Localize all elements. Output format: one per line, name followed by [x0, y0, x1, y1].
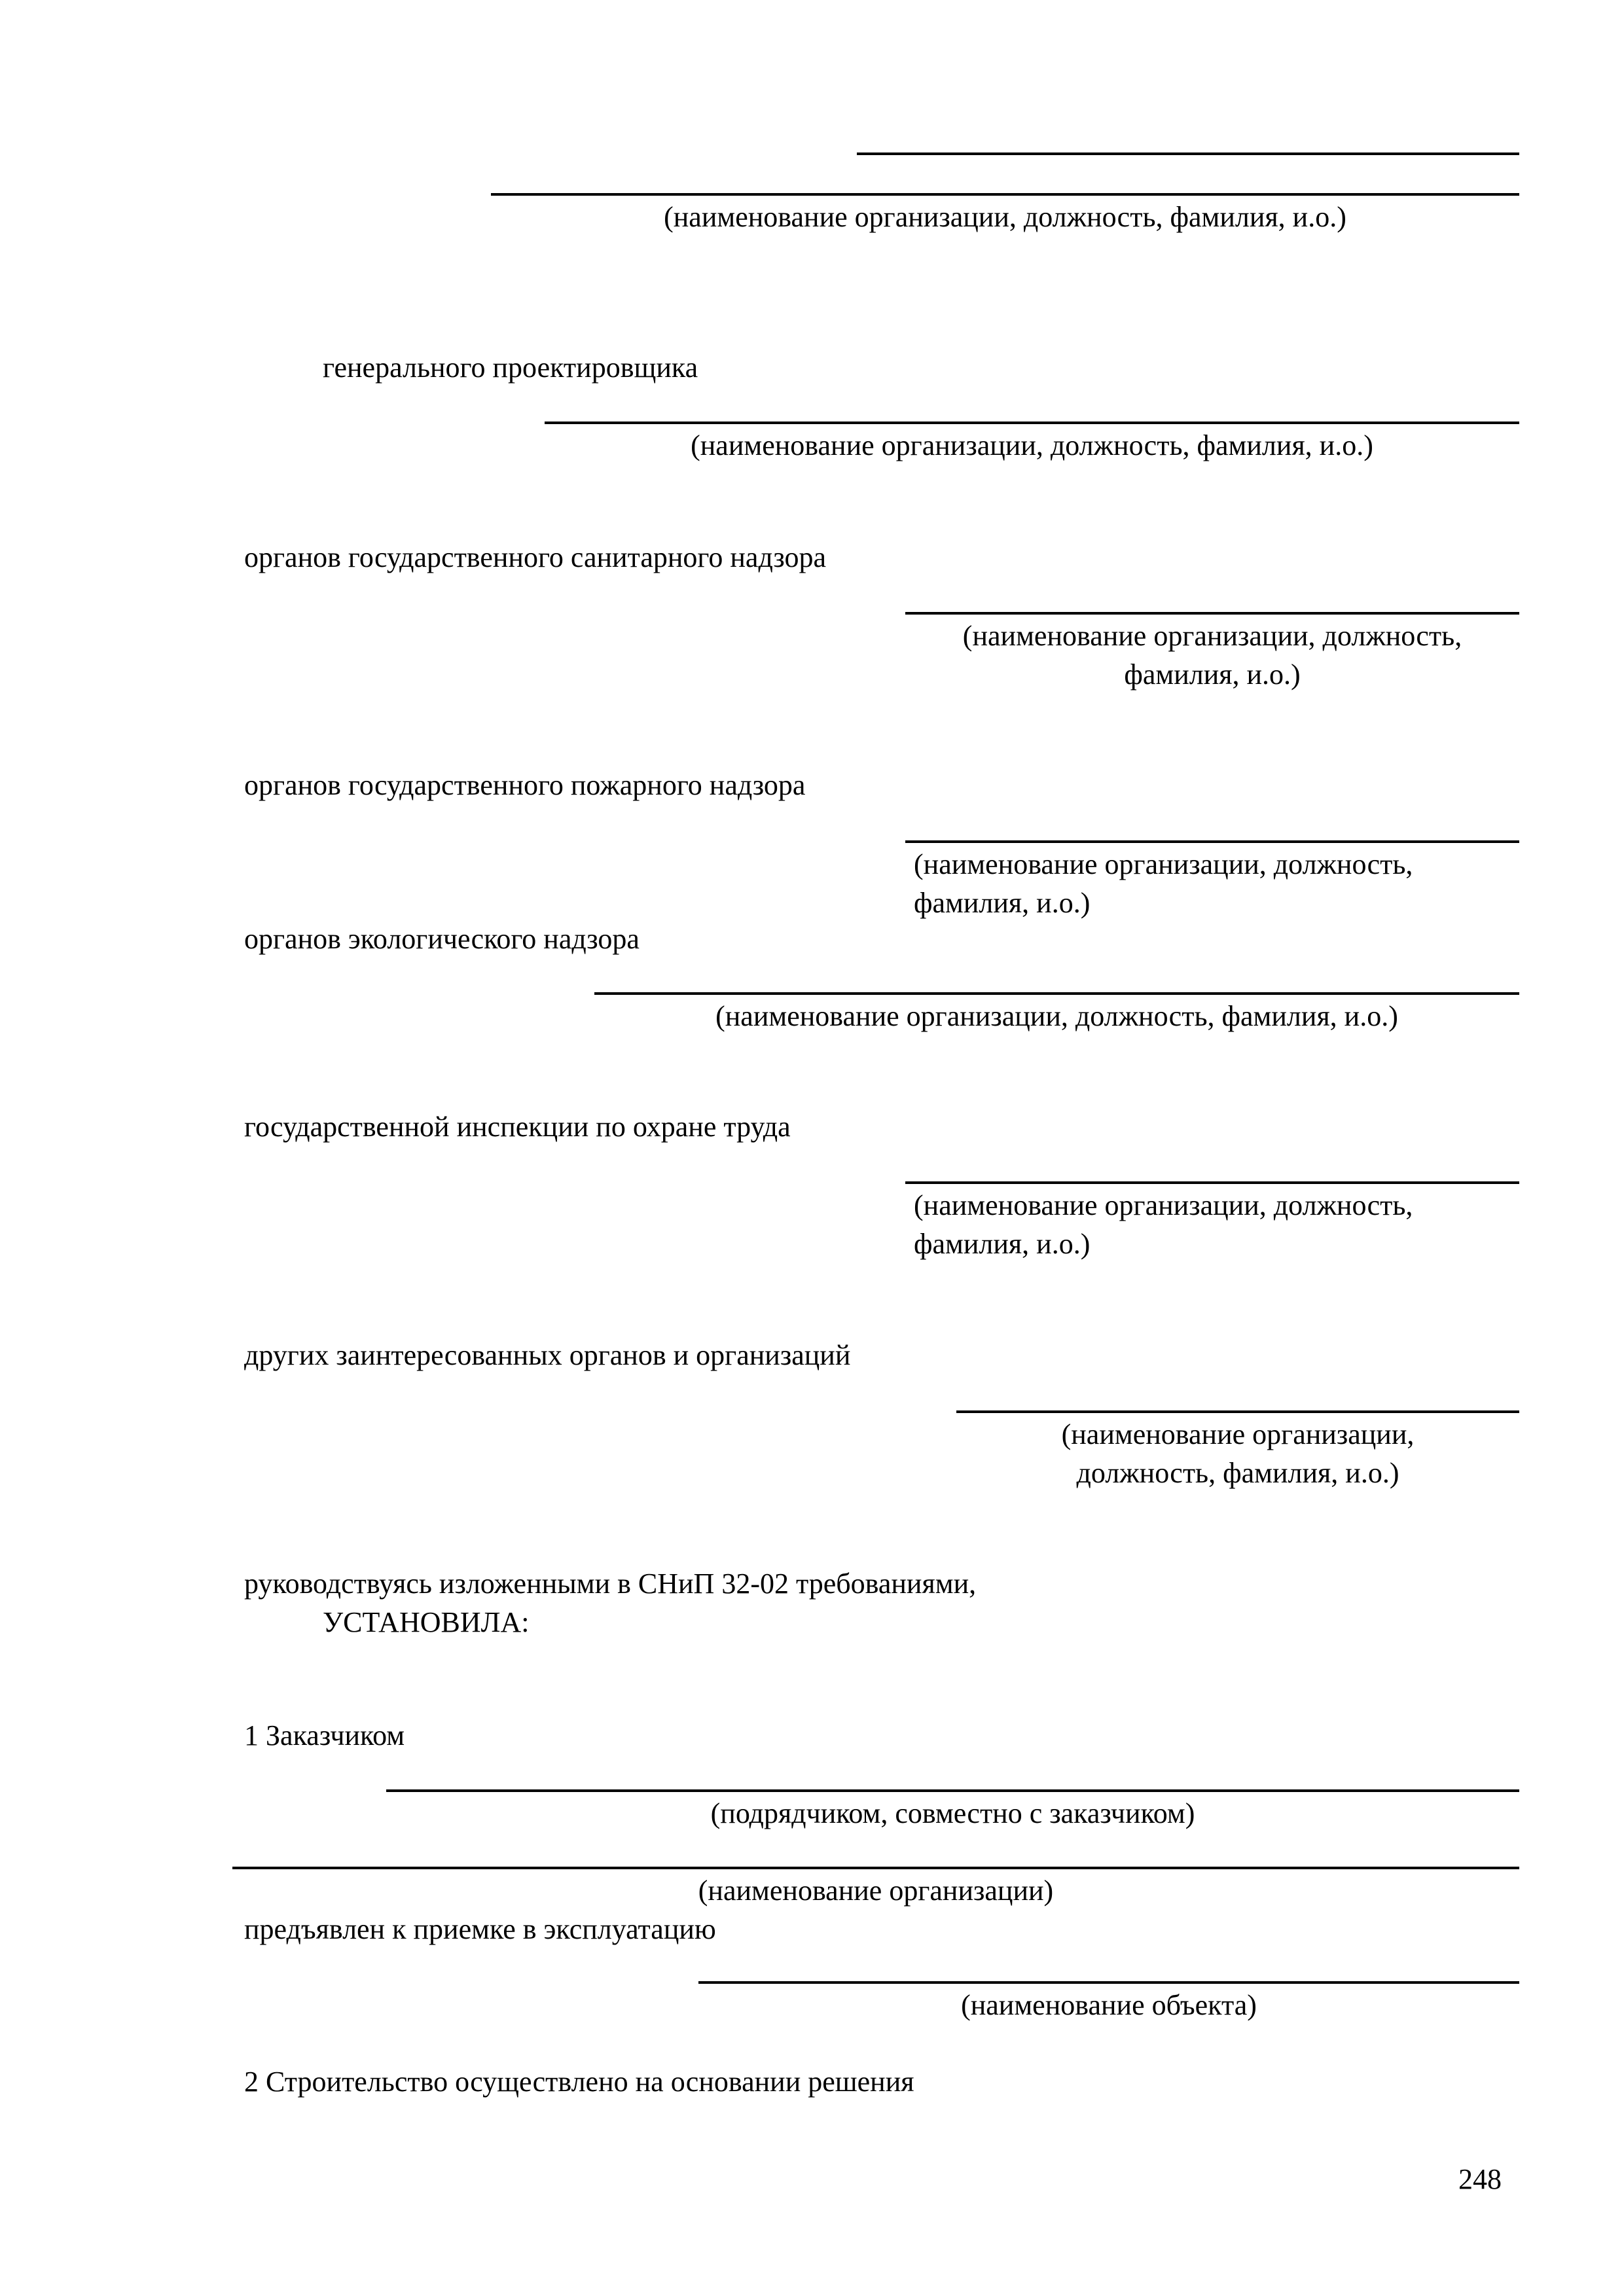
caption-labor-line2: фамилия, и.о.)	[914, 1228, 1091, 1260]
label-fire-supervision: органов государственного пожарного надзора	[244, 769, 806, 801]
blank-line-top-2	[491, 193, 1519, 196]
caption-labor-line1: (наименование организации, должность,	[914, 1189, 1413, 1221]
blank-line-general-designer	[545, 422, 1519, 424]
blank-line-top-1	[857, 152, 1519, 155]
label-other-organizations: других заинтересованных органов и организаций	[244, 1339, 851, 1371]
label-ecology-supervision: органов экологического надзора	[244, 923, 640, 955]
caption-fire-line2: фамилия, и.о.)	[914, 887, 1091, 919]
text-item2-construction: 2 Строительство осуществлено на основании решения	[244, 2066, 914, 2098]
text-guided-by: руководствуясь изложенными в СНиП 32-02 требованиями,	[244, 1568, 977, 1600]
caption-others-line2: должность, фамилия, и.о.)	[1076, 1457, 1399, 1489]
blank-line-organization	[232, 1867, 1519, 1869]
text-presented: предъявлен к приемке в эксплуатацию	[244, 1913, 716, 1945]
caption-sanitary-line2: фамилия, и.о.)	[1124, 658, 1301, 691]
caption-org-position-name-2: (наименование организации, должность, фамилия, и.о.)	[691, 429, 1373, 461]
caption-fire-line1: (наименование организации, должность,	[914, 848, 1413, 880]
label-sanitary-supervision: органов государственного санитарного надзора	[244, 541, 827, 573]
blank-line-object	[698, 1981, 1519, 1984]
label-general-designer: генерального проектировщика	[323, 351, 698, 384]
blank-line-fire	[905, 840, 1519, 843]
text-item1-customer: 1 Заказчиком	[244, 1719, 405, 1751]
blank-line-labor	[905, 1181, 1519, 1184]
blank-line-ecology	[594, 992, 1519, 995]
blank-line-sanitary	[905, 612, 1519, 615]
caption-organization: (наименование организации)	[698, 1874, 1054, 1907]
blank-line-others	[956, 1410, 1519, 1413]
caption-object: (наименование объекта)	[961, 1989, 1257, 2021]
caption-sanitary-line1: (наименование организации, должность,	[962, 620, 1462, 652]
text-established: УСТАНОВИЛА:	[323, 1606, 530, 1638]
blank-line-item1	[386, 1789, 1519, 1792]
caption-ecology: (наименование организации, должность, фамилия, и.о.)	[715, 1000, 1398, 1032]
label-labor-inspection: государственной инспекции по охране труда	[244, 1111, 791, 1143]
caption-others-line1: (наименование организации,	[1061, 1418, 1415, 1450]
caption-contractor: (подрядчиком, совместно с заказчиком)	[710, 1797, 1195, 1829]
page-number: 248	[1458, 2163, 1502, 2195]
caption-org-position-name-1: (наименование организации, должность, фамилия, и.о.)	[664, 201, 1346, 233]
